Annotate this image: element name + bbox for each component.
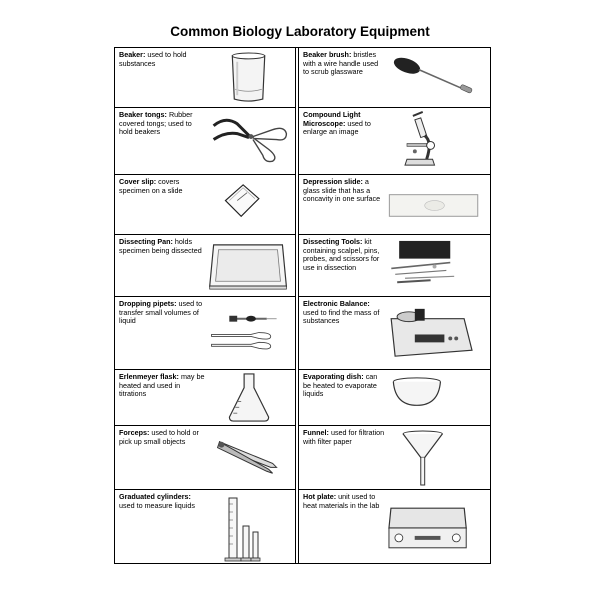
equipment-description: used to enlarge an image [303,118,371,137]
equipment-name: Dropping pipets: [119,299,177,308]
equipment-cell-erlenmeyer-flask [115,370,295,426]
equipment-name: Beaker brush: [303,50,352,59]
beaker-icon [207,50,293,105]
left-column [115,48,295,563]
erlenmeyer-flask-icon [207,372,293,423]
cover-slip-icon [207,177,293,232]
funnel-icon [385,428,488,487]
equipment-cell-dissecting-pan [115,235,295,297]
equipment-description: used for filtration with filter paper [303,428,385,446]
equipment-description: kit containing scalpel, pins, probes, and scissors for use in dissection [303,237,380,272]
equipment-name: Compound Light Microscope: [303,110,361,128]
equipment-cell-beaker [115,48,295,108]
equipment-description: covers specimen on a slide [119,177,183,195]
equipment-description: Rubber covered tongs; used to hold beakers [119,110,193,137]
beaker-brush-icon [385,50,488,105]
equipment-description: used to measure liquids [119,500,195,510]
equipment-name: Erlenmeyer flask: [119,372,179,381]
equipment-cell-dropping-pipets [115,297,295,370]
equipment-cell-hot-plate [299,490,490,565]
equipment-description: used to transfer small volumes of liquid [119,299,203,326]
equipment-description: used to hold or pick up small objects [119,428,199,446]
equipment-cell-forceps [115,426,295,490]
equipment-cell-graduated-cylinders [115,490,295,565]
beaker-tongs-icon [207,110,293,172]
dropping-pipets-icon [207,299,293,367]
microscope-icon [385,110,488,172]
electronic-balance-icon [385,299,488,367]
equipment-name: Evaporating dish: [303,372,364,381]
equipment-name: Cover slip: [119,177,157,186]
equipment-description: used to find the mass of substances [303,307,380,326]
equipment-description: may be heated and used in titrations [119,372,205,399]
equipment-name: Electronic Balance: [303,299,370,308]
equipment-cell-microscope [299,108,490,175]
equipment-cell-electronic-balance [299,297,490,370]
equipment-cell-dissecting-tools [299,235,490,297]
equipment-description: unit used to heat materials in the lab [303,492,380,510]
equipment-name: Forceps: [119,428,150,437]
equipment-cell-funnel [299,426,490,490]
equipment-name: Graduated cylinders: [119,492,191,501]
depression-slide-icon [385,177,488,232]
equipment-name: Beaker: [119,50,146,59]
page-title: Common Biology Laboratory Equipment [170,24,430,39]
graduated-cylinders-icon [207,492,293,563]
equipment-name: Beaker tongs: [119,110,167,119]
equipment-name: Dissecting Tools: [303,237,363,246]
equipment-cell-evaporating-dish [299,370,490,426]
equipment-name: Dissecting Pan: [119,237,173,246]
dissecting-tools-icon [385,237,488,294]
dissecting-pan-icon [207,237,293,294]
forceps-icon [207,428,293,487]
equipment-description: bristles with a wire handle used to scrub glassware [303,50,379,77]
equipment-cell-beaker-tongs [115,108,295,175]
equipment-description: a glass slide that has a concavity in one surface [303,177,381,204]
equipment-name: Hot plate: [303,492,337,501]
right-column [299,48,490,563]
equipment-cell-depression-slide [299,175,490,235]
equipment-description: holds specimen being dissected [119,237,202,255]
equipment-cell-beaker-brush [299,48,490,108]
equipment-name: Funnel: [303,428,329,437]
equipment-name: Depression slide: [303,177,363,186]
equipment-table [114,47,491,564]
equipment-description: can be heated to evaporate liquids [303,372,378,399]
equipment-description: used to hold substances [119,50,187,68]
equipment-cell-cover-slip [115,175,295,235]
hot-plate-icon [385,492,488,563]
evaporating-dish-icon [385,372,488,423]
